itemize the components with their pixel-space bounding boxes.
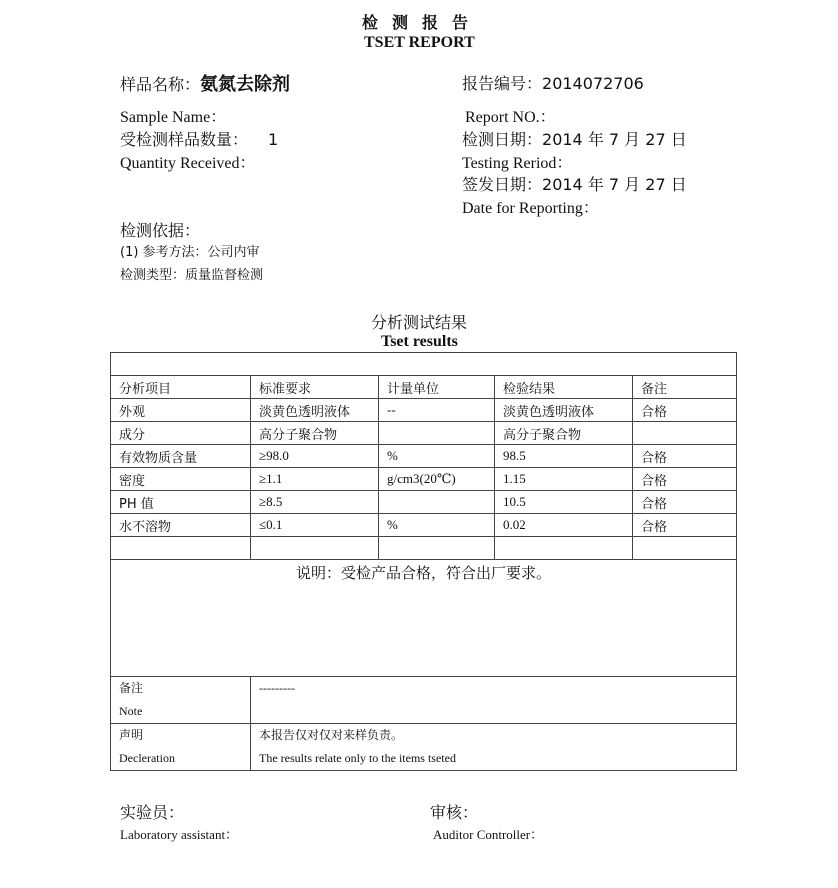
table-cell: 合格	[633, 468, 737, 491]
basis-method: (1) 参考方法：公司内审	[120, 245, 260, 260]
results-title-cn: 分析测试结果	[371, 313, 468, 332]
table-row	[111, 445, 737, 468]
table-cell: 密度	[111, 468, 251, 491]
table-blank-row	[111, 353, 737, 376]
table-cell: 0.02	[495, 514, 633, 537]
report-no-value: 2014072706	[542, 74, 644, 93]
table-cell: 合格	[633, 514, 737, 537]
declaration-label: 声明 Decleration	[111, 724, 251, 771]
table-row	[111, 491, 737, 514]
table-cell: 高分子聚合物	[495, 422, 633, 445]
report-no: 报告编号：2014072706	[462, 74, 644, 93]
table-row	[111, 514, 737, 537]
quantity-label-en: Quantity Received：	[120, 155, 256, 172]
table-cell: 合格	[633, 445, 737, 468]
table-cell: 高分子聚合物	[251, 422, 379, 445]
table-cell: %	[379, 514, 495, 537]
assistant-label-cn: 实验员：	[120, 803, 185, 822]
table-row	[111, 468, 737, 491]
note-label: 备注 Note	[111, 677, 251, 724]
table-cell: 合格	[633, 399, 737, 422]
note-value: ---------	[251, 677, 737, 724]
column-header: 分析项目	[111, 376, 251, 399]
quantity-value: 1	[268, 130, 279, 149]
column-header: 计量单位	[379, 376, 495, 399]
report-title-en: TSET REPORT	[364, 34, 475, 51]
declaration-text: 本报告仅对仅对来样负责。 The results relate only to the items tseted	[251, 724, 737, 771]
issue-date-value: 2014 年 7 月 27 日	[542, 175, 687, 194]
testing-date-value: 2014 年 7 月 27 日	[542, 130, 687, 149]
column-header: 标准要求	[251, 376, 379, 399]
table-cell: ≥98.0	[251, 445, 379, 468]
reporting-date-label-en: Date for Reporting：	[462, 200, 599, 217]
table-cell: ≤0.1	[251, 514, 379, 537]
basis-type: 检测类型：质量监督检测	[120, 268, 264, 283]
table-cell	[379, 491, 495, 514]
declaration-row	[111, 724, 737, 771]
table-header-row	[111, 376, 737, 399]
results-table	[110, 352, 737, 771]
table-cell: 水不溶物	[111, 514, 251, 537]
table-cell	[633, 422, 737, 445]
table-cell: 合格	[633, 491, 737, 514]
sample-name-value: 氨氮去除剂	[200, 74, 291, 95]
table-cell: %	[379, 445, 495, 468]
table-cell: ≥8.5	[251, 491, 379, 514]
conclusion-row	[111, 560, 737, 677]
report-title-cn: 检测报告	[362, 13, 483, 32]
table-cell: 10.5	[495, 491, 633, 514]
table-cell: 淡黄色透明液体	[251, 399, 379, 422]
table-row	[111, 399, 737, 422]
sample-name-label-cn: 样品名称：氨氮去除剂	[120, 74, 291, 95]
assistant-label-en: Laboratory assistant：	[120, 827, 239, 842]
table-cell: ≥1.1	[251, 468, 379, 491]
results-title-en: Tset results	[381, 333, 458, 350]
conclusion-text: 说明：受检产品合格，符合出厂要求。	[111, 560, 737, 677]
column-header: 检验结果	[495, 376, 633, 399]
testing-date: 检测日期：2014 年 7 月 27 日	[462, 130, 687, 149]
table-cell: PH 值	[111, 491, 251, 514]
table-cell: 有效物质含量	[111, 445, 251, 468]
table-cell: g/cm3(20℃)	[379, 468, 495, 491]
sample-name-label-en: Sample Name：	[120, 109, 227, 126]
table-cell: 外观	[111, 399, 251, 422]
auditor-label-en: Auditor Controller：	[433, 827, 544, 842]
table-cell	[379, 422, 495, 445]
table-cell: 成分	[111, 422, 251, 445]
column-header: 备注	[633, 376, 737, 399]
auditor-label-cn: 审核：	[430, 803, 479, 822]
table-cell: --	[379, 399, 495, 422]
note-row	[111, 677, 737, 724]
table-cell: 98.5	[495, 445, 633, 468]
quantity-label-cn: 受检测样品数量： 1	[120, 130, 279, 149]
table-cell: 淡黄色透明液体	[495, 399, 633, 422]
testing-period-label-en: Testing Reriod：	[462, 155, 573, 172]
report-no-label-en: Report NO.：	[465, 109, 556, 126]
table-cell: 1.15	[495, 468, 633, 491]
table-empty-row	[111, 537, 737, 560]
issue-date: 签发日期：2014 年 7 月 27 日	[462, 175, 687, 194]
basis-label: 检测依据：	[120, 221, 201, 240]
table-row	[111, 422, 737, 445]
